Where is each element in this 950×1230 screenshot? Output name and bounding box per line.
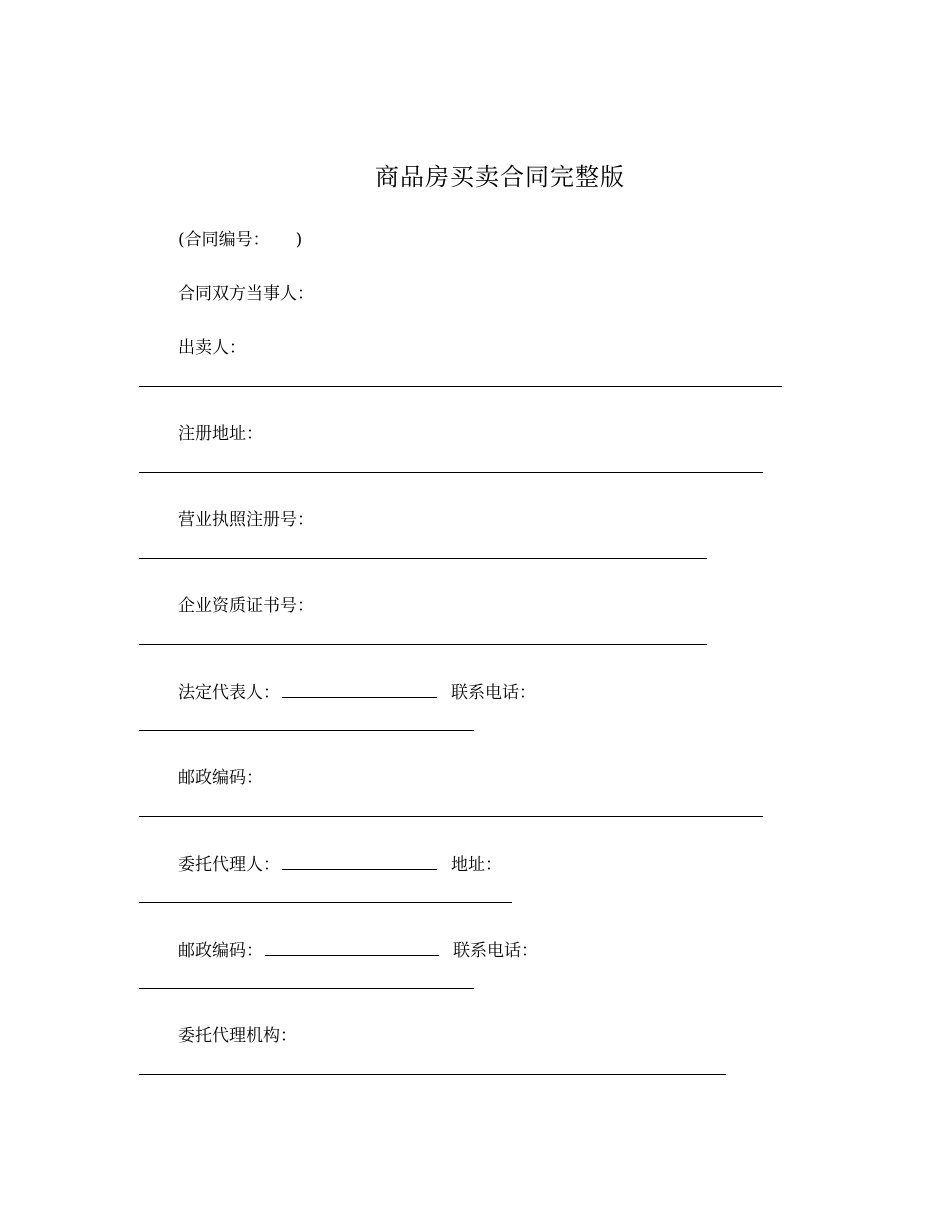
address-label: 地址： [451,855,502,875]
business-license-label: 营业执照注册号： [178,510,314,530]
contact-phone-blank-line-1[interactable] [139,730,474,731]
legal-rep-label: 法定代表人： [178,683,280,703]
agency-label: 委托代理机构： [178,1026,297,1046]
registered-address-label: 注册地址： [178,424,263,444]
contract-number-line [178,228,302,252]
agent-line [178,852,502,877]
registered-address-blank-line[interactable] [139,472,763,473]
agency-blank-line[interactable] [139,1074,726,1075]
postal-code-label-1: 邮政编码： [178,768,263,788]
legal-rep-line [178,680,536,705]
contact-phone-label-2: 联系电话： [453,941,538,961]
contact-phone-label-1: 联系电话： [451,683,536,703]
qualification-cert-label: 企业资质证书号： [178,596,314,616]
legal-rep-blank[interactable] [282,680,437,698]
parties-heading: 合同双方当事人： [178,284,314,304]
seller-label: 出卖人： [178,338,246,358]
contact-phone-blank-line-2[interactable] [139,988,474,989]
contract-number-label: (合同编号： [178,230,270,250]
postal-phone-line [178,938,538,963]
address-blank-line[interactable] [139,902,512,903]
document-title: 商品房买卖合同完整版 [375,163,625,191]
seller-blank-line[interactable] [139,386,782,387]
agent-label: 委托代理人： [178,855,280,875]
postal-code-blank-2[interactable] [265,938,439,956]
business-license-blank-line[interactable] [139,558,707,559]
qualification-cert-blank-line[interactable] [139,644,707,645]
postal-code-blank-line-1[interactable] [139,816,763,817]
contract-number-close: ) [295,230,303,250]
postal-code-label-2: 邮政编码： [178,941,263,961]
agent-blank[interactable] [282,852,437,870]
